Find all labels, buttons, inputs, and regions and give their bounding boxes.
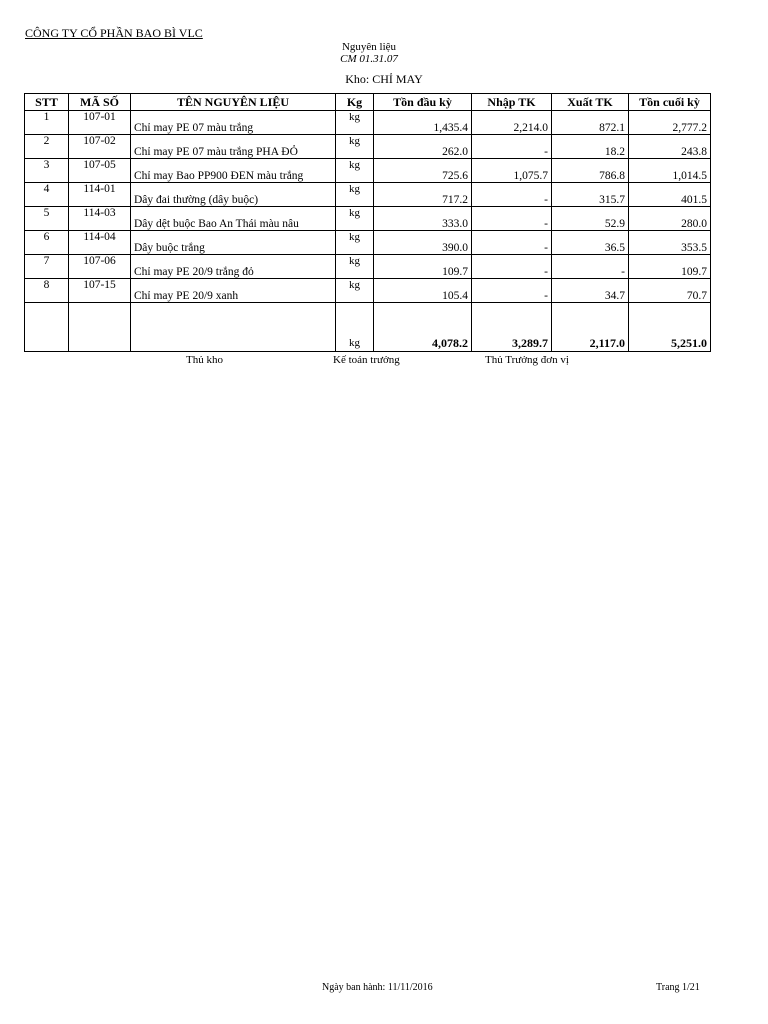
row-closing: 353.5: [629, 231, 711, 255]
row-opening: 105.4: [374, 279, 472, 303]
row-name: Chỉ may Bao PP900 ĐEN màu trắng: [131, 159, 336, 183]
row-export: 18.2: [552, 135, 629, 159]
row-name: Dây đai thường (dây buộc): [131, 183, 336, 207]
issue-date: Ngày ban hành: 11/11/2016: [322, 982, 433, 993]
row-name: Dây dệt buộc Bao An Thái màu nâu: [131, 207, 336, 231]
row-code: 114-01: [69, 183, 131, 207]
col-header-closing: Tồn cuối kỳ: [629, 94, 711, 111]
row-closing: 401.5: [629, 183, 711, 207]
row-unit: kg: [336, 279, 374, 303]
signature-storekeeper: Thủ kho: [186, 354, 223, 366]
table-row: [25, 207, 711, 231]
total-import: 3,289.7: [472, 303, 552, 352]
row-stt: 1: [25, 111, 69, 135]
row-opening: 390.0: [374, 231, 472, 255]
row-code: 107-05: [69, 159, 131, 183]
row-import: -: [472, 279, 552, 303]
col-header-name: TÊN NGUYÊN LIỆU: [131, 94, 336, 111]
row-stt: 8: [25, 279, 69, 303]
row-export: 36.5: [552, 231, 629, 255]
total-stt-cell: [25, 303, 69, 352]
table-row: [25, 279, 711, 303]
row-opening: 109.7: [374, 255, 472, 279]
row-unit: kg: [336, 159, 374, 183]
row-code: 107-02: [69, 135, 131, 159]
row-unit: kg: [336, 207, 374, 231]
row-unit: kg: [336, 183, 374, 207]
row-unit: kg: [336, 231, 374, 255]
table-row: [25, 135, 711, 159]
row-opening: 725.6: [374, 159, 472, 183]
row-export: 34.7: [552, 279, 629, 303]
row-closing: 109.7: [629, 255, 711, 279]
row-export: 786.8: [552, 159, 629, 183]
table-row: [25, 255, 711, 279]
inventory-table: [24, 93, 711, 352]
table-row: [25, 111, 711, 135]
signature-head-of-unit: Thủ Trưởng đơn vị: [485, 354, 569, 366]
page-number: Trang 1/21: [656, 982, 700, 993]
row-stt: 2: [25, 135, 69, 159]
company-name: CÔNG TY CỔ PHẦN BAO BÌ VLC: [25, 26, 203, 40]
row-import: -: [472, 255, 552, 279]
row-stt: 5: [25, 207, 69, 231]
row-import: -: [472, 231, 552, 255]
document-code: CM 01.31.07: [340, 53, 398, 65]
document-title: Nguyên liệu: [341, 41, 397, 53]
warehouse-label: Kho: CHỈ MAY: [345, 72, 423, 86]
row-stt: 7: [25, 255, 69, 279]
row-opening: 717.2: [374, 183, 472, 207]
row-code: 107-01: [69, 111, 131, 135]
row-opening: 1,435.4: [374, 111, 472, 135]
signature-chief-accountant: Kế toán trưởng: [333, 354, 400, 366]
col-header-stt: STT: [25, 94, 69, 111]
row-import: -: [472, 207, 552, 231]
row-name: Chỉ may PE 20/9 xanh: [131, 279, 336, 303]
total-closing: 5,251.0: [629, 303, 711, 352]
row-code: 114-04: [69, 231, 131, 255]
row-stt: 4: [25, 183, 69, 207]
total-export: 2,117.0: [552, 303, 629, 352]
total-name-cell: [131, 303, 336, 352]
row-unit: kg: [336, 111, 374, 135]
row-opening: 262.0: [374, 135, 472, 159]
row-name: Chỉ may PE 07 màu trắng: [131, 111, 336, 135]
row-closing: 1,014.5: [629, 159, 711, 183]
row-opening: 333.0: [374, 207, 472, 231]
total-row: [25, 303, 711, 352]
row-stt: 6: [25, 231, 69, 255]
row-stt: 3: [25, 159, 69, 183]
col-header-opening: Tồn đầu kỳ: [374, 94, 472, 111]
col-header-export: Xuất TK: [552, 94, 629, 111]
row-name: Chỉ may PE 07 màu trắng PHA ĐỎ: [131, 135, 336, 159]
col-header-unit: Kg: [336, 94, 374, 111]
row-export: -: [552, 255, 629, 279]
row-import: 1,075.7: [472, 159, 552, 183]
row-unit: kg: [336, 135, 374, 159]
row-import: -: [472, 183, 552, 207]
row-import: -: [472, 135, 552, 159]
col-header-code: MÃ SỐ: [69, 94, 131, 111]
row-closing: 243.8: [629, 135, 711, 159]
row-export: 315.7: [552, 183, 629, 207]
row-code: 107-06: [69, 255, 131, 279]
row-closing: 70.7: [629, 279, 711, 303]
table-header-row: [25, 94, 711, 111]
total-opening: 4,078.2: [374, 303, 472, 352]
row-code: 114-03: [69, 207, 131, 231]
row-name: Chỉ may PE 20/9 trắng đỏ: [131, 255, 336, 279]
row-name: Dây buộc trắng: [131, 231, 336, 255]
table-row: [25, 231, 711, 255]
total-code-cell: [69, 303, 131, 352]
table-row: [25, 183, 711, 207]
row-export: 52.9: [552, 207, 629, 231]
row-import: 2,214.0: [472, 111, 552, 135]
row-code: 107-15: [69, 279, 131, 303]
row-unit: kg: [336, 255, 374, 279]
table-row: [25, 159, 711, 183]
total-unit: kg: [336, 303, 374, 352]
row-closing: 280.0: [629, 207, 711, 231]
row-closing: 2,777.2: [629, 111, 711, 135]
row-export: 872.1: [552, 111, 629, 135]
col-header-import: Nhập TK: [472, 94, 552, 111]
